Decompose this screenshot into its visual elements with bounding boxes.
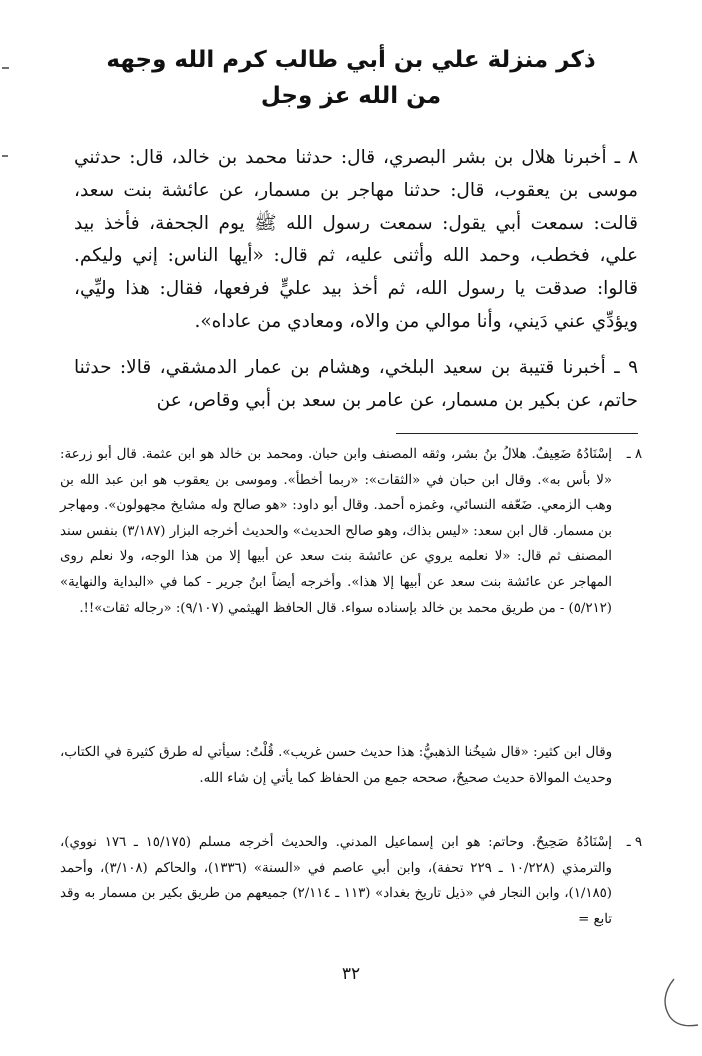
footnote-9-number: ٩ ـ — [626, 835, 642, 850]
chapter-heading — [60, 42, 642, 114]
corner-binding-mark — [640, 975, 700, 1035]
hadith-8 — [74, 142, 638, 339]
footnote-9 — [60, 830, 642, 932]
hadith-9-text: ٩ ـ أخبرنا قتيبة بن سعيد البلخي، وهشام بن عمار الدمشقي، قالا: حدثنا حاتم، عن بكير بن مسمار، عن عامر بن سعد بن أبي وقاص، عن — [74, 357, 638, 411]
footnote-8-continued — [60, 740, 642, 791]
hadith-9 — [74, 352, 638, 418]
chapter-title-line-2: من الله عز وجل — [260, 83, 442, 109]
chapter-title-line-1: ذكر منزلة علي بن أبي طالب كرم الله وجهه — [106, 47, 596, 73]
footnote-9-text: إسْنَادُهُ صَحِيحٌ. وحاتم: هو ابن إسماعيل المدني. والحديث أخرجه مسلم (١٥/١٧٥ ـ ١٧٦ نووي)، والترمذي (١٠/٢٢٨ ـ ٢٢٩ تحفة)، وابن أبي عاصم في «السنة» (١٣٣٦)، والحاكم (٣/١٠٨)، وأحمد (١/١٨٥)، وابن النجار في «ذيل تاريخ بغداد» (١١٣ ـ ٢/١١٤) جميعهم من طريق بكير بن مسمار به وقد تابع = — [60, 835, 612, 927]
page-number: ٣٢ — [341, 964, 361, 984]
footnote-divider — [396, 433, 638, 434]
footnote-8-number: ٨ ـ — [626, 447, 642, 462]
footnote-8-ibn-kathir: وقال ابن كثير: «قال شيخُنا الذهبيُّ: هذا حديث حسن غريب». قُلْتُ: سيأتي له طرق كثيرة في الكتاب، وحديث الموالاة حديث صحيحٌ، صححه جمع من الحفاظ كما يأتي إن شاء الله. — [60, 745, 612, 786]
margin-tick-marks — [0, 60, 14, 170]
footnote-8-text: إسْنَادُهُ ضَعِيفٌ. هلالُ بنُ بشر، وثقه المصنف وابن حبان. ومحمد بن خالد هو ابن عثمة. قال أبو زرعة: «لا بأس به». وقال ابن حبان في «الثقات»: «ربما أخطأ». وموسى بن يعقوب هو ابن عبد الله بن وهب الزمعي. ضَعّفه النسائي، وغمزه أحمد. وقال أبو داود: «هو صالح وله مشايخ مجهولون». ومهاجر بن مسمار. قال ابن سعد: «ليس بذاك، وهو صالح الحديث» والحديث أخرجه البزار (٣/١٨٧) بنفس سند المصنف ثم قال: «لا نعلمه يروي عن عائشة بنت سعد عن أبيها إلا من هذا الوجه، ولا نعلم روى المهاجر عن عائشة بنت سعد عن أبيها إلا هذا». وأخرجه أيضاً ابنُ جرير - كما في «البداية والنهاية» (٥/٢١٢) - من طريق محمد بن خالد بإسناده سواء. قال الحافظ الهيثمي (٩/١٠٧): «رجاله ثقات»!!. — [60, 447, 613, 616]
hadith-8-text: ٨ ـ أخبرنا هلال بن بشر البصري، قال: حدثنا محمد بن خالد، قال: حدثني موسى بن يعقوب، قال: حدثنا مهاجر بن مسمار، عن عائشة بنت سعد، قالت: سمعت أبي يقول: سمعت رسول الله ﷺ يوم الجحفة، فأخذ بيد علي، فخطب، وحمد الله وأثنى عليه، ثم قال: «أيها الناس: إني وليكم. قالوا: صدقت يا رسول الله، ثم أخذ بيد عليٍّ فرفعها، فقال: هذا وليِّي، ويؤدِّي عني دَيني، وأنا موالي من والاه، ومعادي من عاداه». — [74, 147, 638, 332]
footnote-8 — [60, 442, 642, 621]
